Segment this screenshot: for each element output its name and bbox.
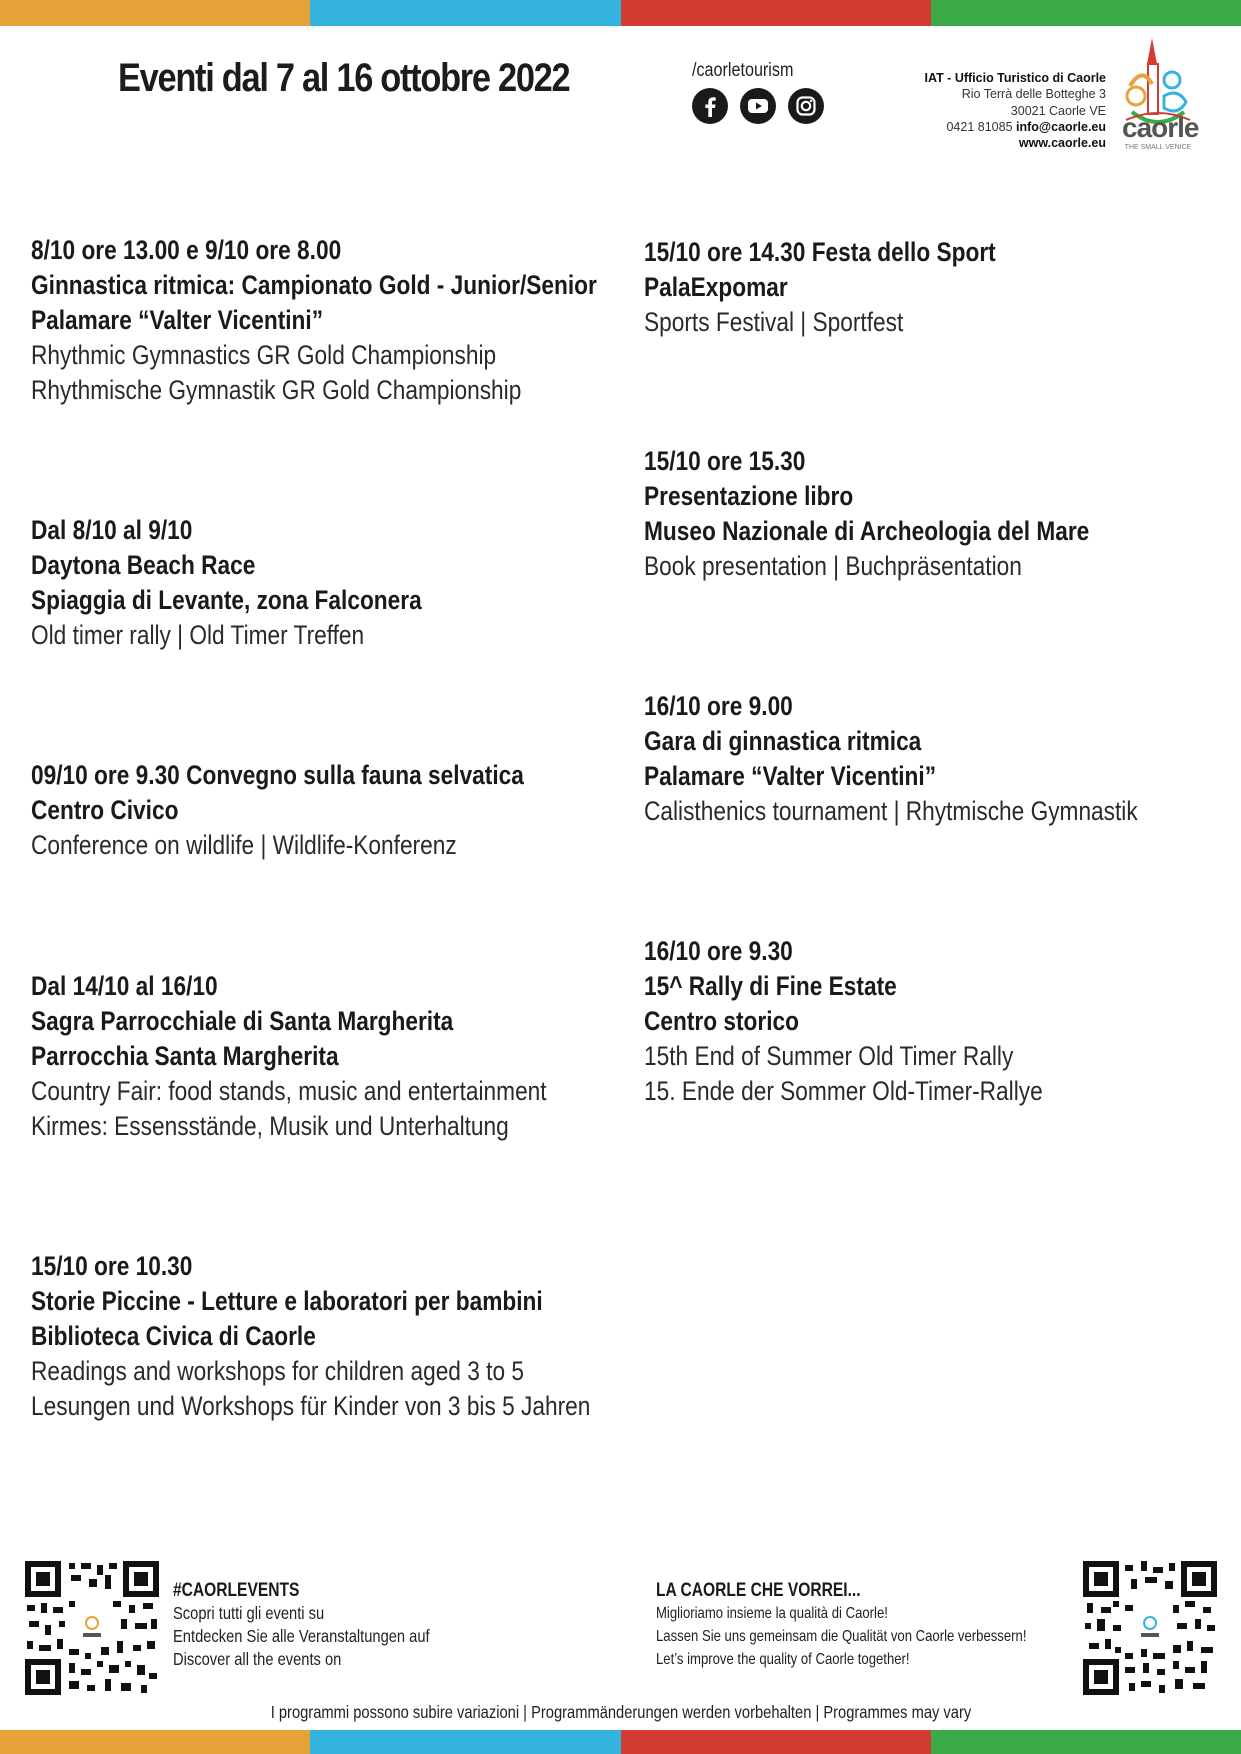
footer-text: Entdecken Sie alle Veranstaltungen auf bbox=[173, 1626, 430, 1646]
event-title: 09/10 ore 9.30 Convegno sulla fauna selvatica bbox=[31, 760, 524, 790]
event-rhythmic-gymnastics-gold bbox=[31, 233, 631, 408]
stripe-orange bbox=[0, 1730, 310, 1754]
footer-caorle-che-vorrei bbox=[656, 1580, 1108, 1671]
event-venue: Palamare “Valter Vicentini” bbox=[31, 305, 324, 335]
event-venue: Centro Civico bbox=[31, 795, 179, 825]
event-sagra-santa-margherita bbox=[31, 969, 631, 1144]
event-title: Daytona Beach Race bbox=[31, 550, 256, 580]
footer-caorlevents bbox=[173, 1580, 479, 1671]
event-description: Rhythmische Gymnastik GR Gold Championship bbox=[31, 375, 522, 405]
footer-text: Lassen Sie uns gemeinsam die Qualität von Caorle verbessern! bbox=[656, 1628, 1027, 1645]
event-title: Ginnastica ritmica: Campionato Gold - Junior/Senior bbox=[31, 270, 597, 300]
qr-code-survey[interactable] bbox=[1083, 1561, 1217, 1695]
contact-info bbox=[925, 70, 1107, 151]
footer-heading-survey: LA CAORLE CHE VORREI... bbox=[656, 1580, 861, 1601]
event-title: Storie Piccine - Letture e laboratori per bambini bbox=[31, 1286, 543, 1316]
event-rally-fine-estate bbox=[644, 934, 1241, 1109]
logo-tagline: THE SMALL VENICE bbox=[1124, 144, 1192, 151]
event-description: Kirmes: Essensstände, Musik und Unterhaltung bbox=[31, 1111, 509, 1141]
event-date: 16/10 ore 9.00 bbox=[644, 691, 793, 721]
facebook-icon[interactable] bbox=[692, 88, 728, 124]
stripe-blue bbox=[310, 0, 620, 26]
event-description: Calisthenics tournament | Rhytmische Gymnastik bbox=[644, 796, 1138, 826]
footer-text: Miglioriamo insieme la qualità di Caorle! bbox=[656, 1605, 888, 1622]
qr-code-events[interactable] bbox=[25, 1561, 159, 1695]
logo-wordmark: caorle bbox=[1122, 112, 1199, 143]
footer-heading-events: #CAORLEVENTS bbox=[173, 1580, 300, 1601]
event-title: Gara di ginnastica ritmica bbox=[644, 726, 922, 756]
caorle-logo bbox=[1122, 36, 1199, 156]
stripe-red bbox=[621, 0, 931, 26]
social-links bbox=[692, 60, 852, 124]
event-description: 15. Ende der Sommer Old-Timer-Rallye bbox=[644, 1076, 1043, 1106]
event-date: 15/10 ore 15.30 bbox=[644, 446, 806, 476]
event-date: Dal 14/10 al 16/10 bbox=[31, 971, 218, 1001]
event-venue: Spiaggia di Levante, zona Falconera bbox=[31, 585, 422, 615]
footer-text: Discover all the events on bbox=[173, 1649, 342, 1669]
disclaimer-text: I programmi possono subire variazioni | Programmänderungen werden vorbehalten | Programmes may vary bbox=[270, 1702, 971, 1722]
event-wildlife-conference bbox=[31, 758, 631, 863]
footer-text: Let’s improve the quality of Caorle together! bbox=[656, 1651, 910, 1668]
event-date: Dal 8/10 al 9/10 bbox=[31, 515, 193, 545]
stripe-green bbox=[931, 0, 1241, 26]
event-storie-piccine bbox=[31, 1249, 631, 1424]
event-description: Country Fair: food stands, music and entertainment bbox=[31, 1076, 547, 1106]
event-date: 16/10 ore 9.30 bbox=[644, 936, 793, 966]
stripe-orange bbox=[0, 0, 310, 26]
event-description: Book presentation | Buchpräsentation bbox=[644, 551, 1022, 581]
stripe-blue bbox=[310, 1730, 620, 1754]
youtube-icon[interactable] bbox=[740, 88, 776, 124]
office-email[interactable]: info@caorle.eu bbox=[1016, 119, 1106, 134]
event-date: 15/10 ore 10.30 bbox=[31, 1251, 193, 1281]
instagram-icon[interactable] bbox=[788, 88, 824, 124]
event-daytona-beach-race bbox=[31, 513, 631, 653]
event-description: Sports Festival | Sportfest bbox=[644, 307, 904, 337]
top-color-stripe bbox=[0, 0, 1241, 26]
event-description: 15th End of Summer Old Timer Rally bbox=[644, 1041, 1014, 1071]
event-description: Lesungen und Workshops für Kinder von 3 bis 5 Jahren bbox=[31, 1391, 591, 1421]
event-description: Rhythmic Gymnastics GR Gold Championship bbox=[31, 340, 497, 370]
stripe-red bbox=[621, 1730, 931, 1754]
event-festa-dello-sport bbox=[644, 235, 1241, 340]
office-name: IAT - Ufficio Turistico di Caorle bbox=[924, 71, 1106, 85]
event-rhythmic-gymnastics-race bbox=[644, 689, 1241, 829]
event-venue: Palamare “Valter Vicentini” bbox=[644, 761, 937, 791]
event-description: Old timer rally | Old Timer Treffen bbox=[31, 620, 365, 650]
footer-text: Scopri tutti gli eventi su bbox=[173, 1603, 325, 1623]
office-phone[interactable]: 0421 81085 bbox=[946, 119, 1013, 134]
office-website[interactable]: www.caorle.eu bbox=[1018, 136, 1106, 151]
event-venue: PalaExpomar bbox=[644, 272, 788, 302]
event-title: 15^ Rally di Fine Estate bbox=[644, 971, 897, 1001]
event-title: 15/10 ore 14.30 Festa dello Sport bbox=[644, 237, 996, 267]
event-title: Sagra Parrocchiale di Santa Margherita bbox=[31, 1006, 454, 1036]
event-venue: Biblioteca Civica di Caorle bbox=[31, 1321, 316, 1351]
event-title: 8/10 ore 13.00 e 9/10 ore 8.00 bbox=[31, 235, 342, 265]
event-venue: Parrocchia Santa Margherita bbox=[31, 1041, 339, 1071]
event-venue: Centro storico bbox=[644, 1006, 800, 1036]
office-city: 30021 Caorle VE bbox=[1010, 103, 1106, 118]
event-description: Readings and workshops for children aged 3 to 5 bbox=[31, 1356, 524, 1386]
event-venue: Museo Nazionale di Archeologia del Mare bbox=[644, 516, 1090, 546]
social-handle[interactable]: /caorletourism bbox=[692, 60, 794, 81]
programme-disclaimer bbox=[0, 1702, 1241, 1723]
stripe-green bbox=[931, 1730, 1241, 1754]
event-book-presentation bbox=[644, 444, 1241, 584]
event-title: Presentazione libro bbox=[644, 481, 854, 511]
page-title: Eventi dal 7 al 16 ottobre 2022 bbox=[118, 56, 570, 100]
event-description: Conference on wildlife | Wildlife-Konferenz bbox=[31, 830, 457, 860]
bottom-color-stripe bbox=[0, 1730, 1241, 1754]
office-street: Rio Terrà delle Botteghe 3 bbox=[961, 87, 1106, 102]
